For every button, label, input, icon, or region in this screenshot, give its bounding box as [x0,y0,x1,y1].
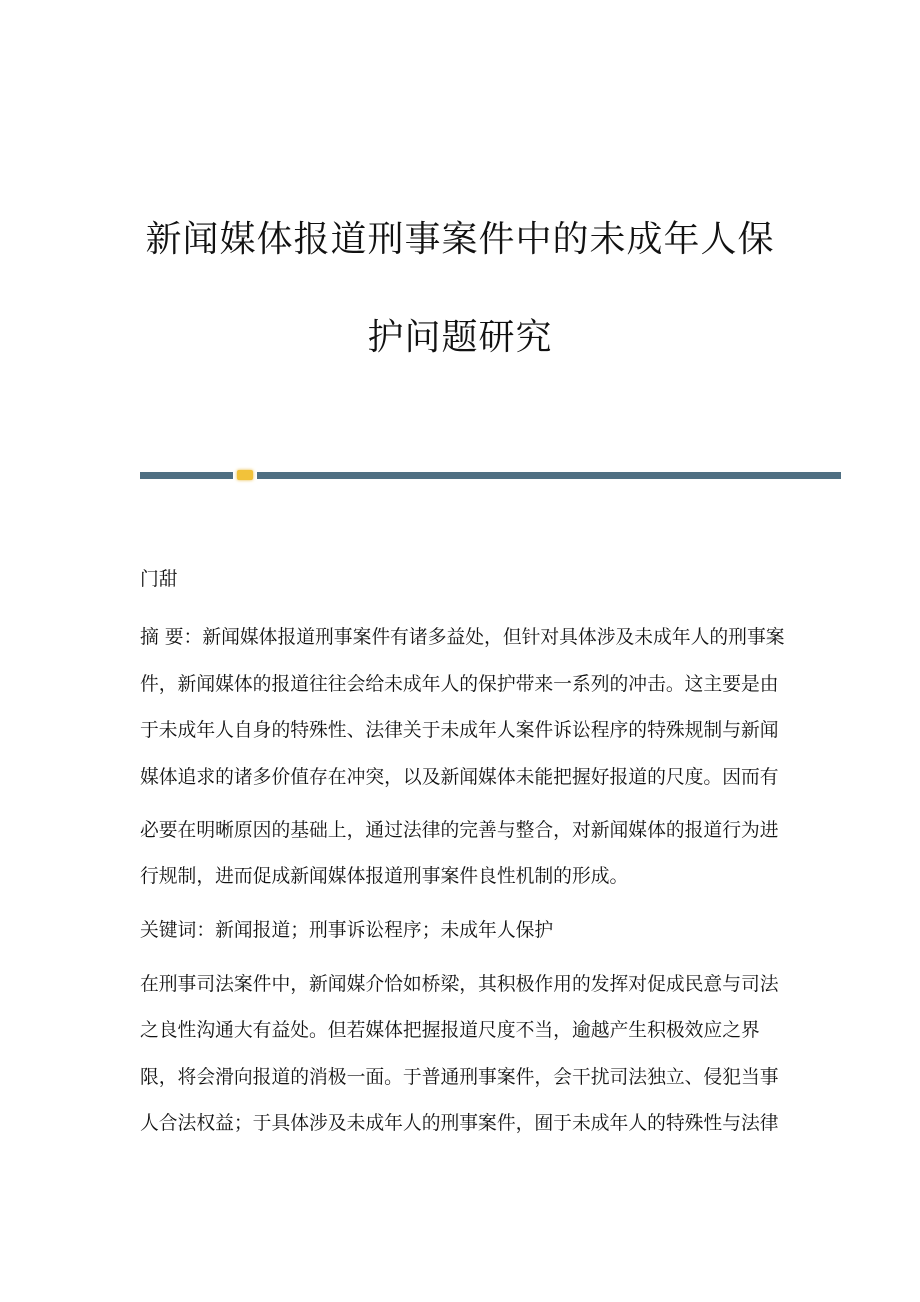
body-line: 人合法权益；于具体涉及未成年人的刑事案件，囿于未成年人的特殊性与法律 [140,1113,779,1134]
abstract-line: 行规制，进而促成新闻媒体报道刑事案件良性机制的形成。 [140,866,629,887]
abstract-line: 于未成年人自身的特殊性、法律关于未成年人案件诉讼程序的特殊规制与新闻 [140,720,779,741]
abstract-line: 摘 要：新闻媒体报道刑事案件有诸多益处，但针对具体涉及未成年人的刑事案 [140,627,785,648]
abstract-line: 件，新闻媒体的报道往往会给未成年人的保护带来一系列的冲击。这主要是由 [140,674,779,695]
divider-ornament-icon [237,470,253,480]
title-divider-left [140,472,233,479]
title-divider-right [257,472,841,479]
body-line: 之良性沟通大有益处。但若媒体把握报道尺度不当，逾越产生积极效应之界 [140,1020,760,1041]
body-line: 在刑事司法案件中，新闻媒介恰如桥梁，其积极作用的发挥对促成民意与司法 [140,974,779,995]
keywords: 关键词：新闻报道；刑事诉讼程序；未成年人保护 [140,920,554,941]
abstract-line: 媒体追求的诸多价值存在冲突，以及新闻媒体未能把握好报道的尺度。因而有 [140,767,779,788]
body-line: 限，将会滑向报道的消极一面。于普通刑事案件，会干扰司法独立、侵犯当事 [140,1067,779,1088]
document-title-line-1: 新闻媒体报道刑事案件中的未成年人保 [145,219,775,260]
author: 门甜 [140,569,178,590]
document-title-line-2: 护问题研究 [367,317,553,358]
abstract-line: 必要在明晰原因的基础上，通过法律的完善与整合，对新闻媒体的报道行为进 [140,820,779,841]
